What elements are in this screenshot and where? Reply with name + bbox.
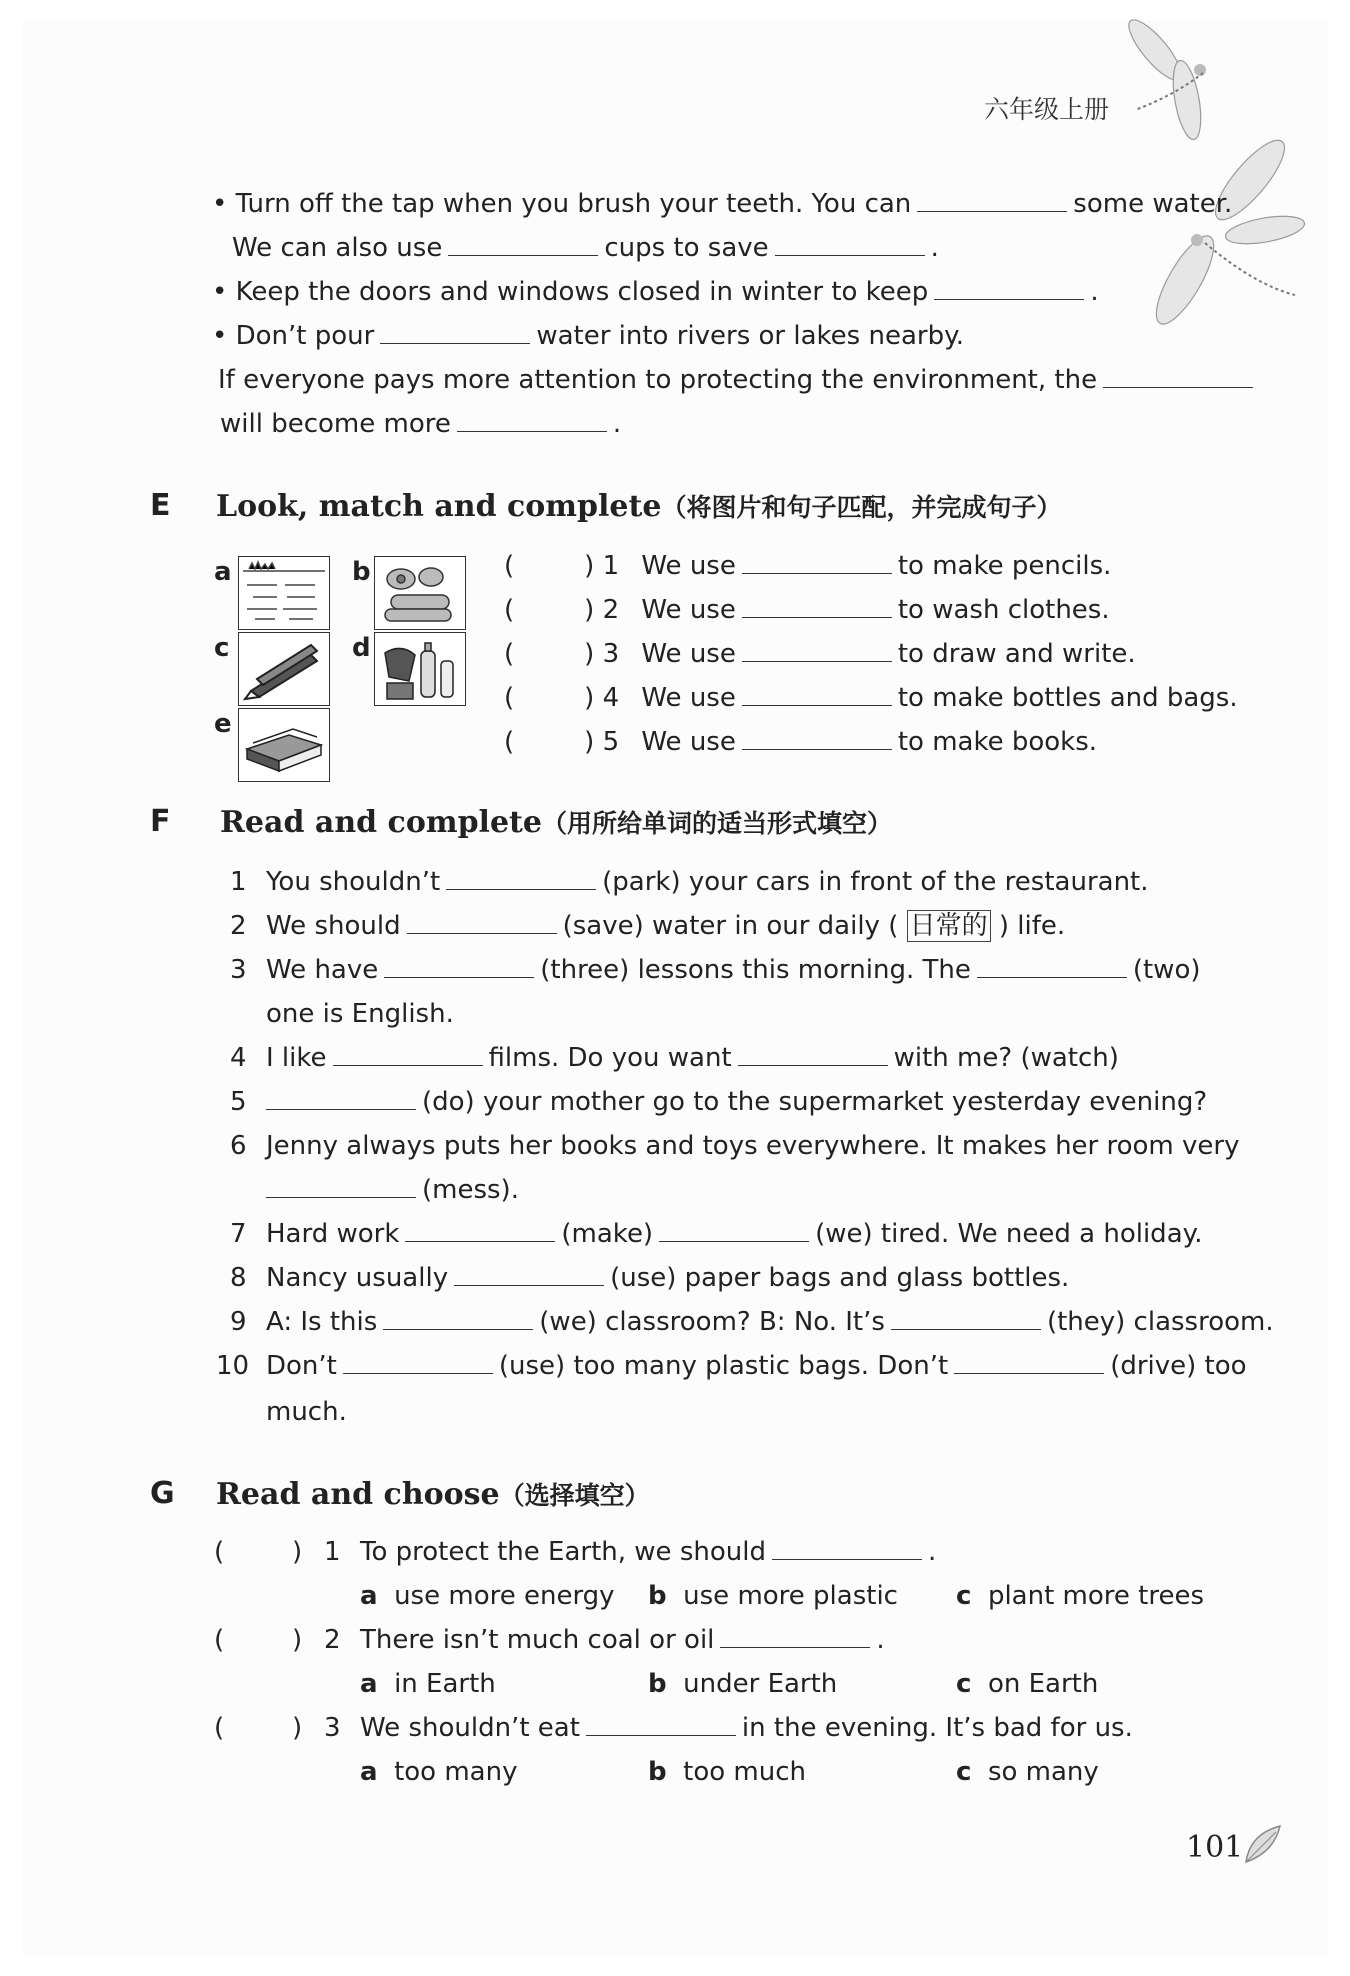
answer-box[interactable]	[240, 1624, 290, 1656]
option-b[interactable]	[648, 1668, 837, 1700]
paren-open: (	[214, 1537, 225, 1567]
answer-blank[interactable]	[917, 189, 1067, 212]
intro-text: water into rivers or lakes nearby.	[536, 321, 965, 351]
q-text: (drive) too	[1110, 1351, 1247, 1381]
answer-blank[interactable]	[407, 911, 557, 934]
section-title-cn: （将图片和句子匹配，并完成句子）	[661, 493, 1062, 522]
intro-line-5	[218, 364, 1259, 396]
question-number: 7	[230, 1219, 247, 1249]
answer-box[interactable]	[240, 1536, 290, 1568]
question-6-cont	[260, 1174, 519, 1206]
option-text: use more plastic	[683, 1581, 898, 1611]
question-6: Jenny always puts her books and toys everywhere. It makes her room very	[266, 1131, 1240, 1161]
q-text: (two)	[1132, 955, 1201, 985]
section-title: Read and complete	[220, 805, 542, 840]
question-stem	[360, 1712, 1133, 1744]
answer-blank[interactable]	[446, 867, 596, 890]
intro-line-2	[232, 232, 939, 264]
option-letter: c	[956, 1757, 972, 1787]
q-text: Nancy usually	[266, 1263, 449, 1293]
section-title-cn: （选择填空）	[499, 1481, 650, 1510]
question-number: 10	[216, 1351, 250, 1381]
option-a[interactable]	[360, 1756, 517, 1788]
answer-blank[interactable]	[384, 955, 534, 978]
answer-blank[interactable]	[954, 1351, 1104, 1374]
option-letter: c	[956, 1669, 972, 1699]
question-8	[266, 1262, 1069, 1294]
question-stem	[360, 1624, 885, 1656]
intro-line-3	[212, 276, 1099, 308]
answer-blank[interactable]	[383, 1307, 533, 1330]
paren-open: (	[504, 551, 515, 581]
match-item	[504, 726, 1097, 758]
q-text: with me? (watch)	[893, 1043, 1119, 1073]
q-text: (save) water in our daily (	[562, 911, 899, 941]
picture-label: e	[214, 709, 232, 739]
option-text: too much	[683, 1757, 807, 1787]
option-b[interactable]	[648, 1756, 806, 1788]
q-text: (use) paper bags and glass bottles.	[610, 1263, 1070, 1293]
match-item	[504, 550, 1111, 582]
q-text: (park) your cars in front of the restaurant.	[602, 867, 1149, 897]
answer-blank[interactable]	[891, 1307, 1041, 1330]
item-text: We use	[641, 639, 736, 669]
period: .	[1090, 277, 1099, 307]
option-text: too many	[394, 1757, 518, 1787]
bottles-bags-picture	[374, 632, 466, 706]
q-text: (make)	[561, 1219, 654, 1249]
question-number: 2	[324, 1625, 341, 1655]
option-b[interactable]	[648, 1580, 898, 1612]
question-number: 3	[324, 1713, 341, 1743]
option-c[interactable]	[956, 1756, 1099, 1788]
q-text: (use) too many plastic bags. Don’t	[498, 1351, 949, 1381]
intro-text: cups to save	[604, 233, 769, 263]
answer-blank[interactable]	[742, 551, 892, 574]
paren-open: (	[504, 639, 515, 669]
item-number: ) 4	[584, 683, 620, 713]
question-stem	[360, 1536, 936, 1568]
section-letter: E	[150, 488, 171, 523]
picture-label: c	[214, 633, 230, 663]
option-a[interactable]	[360, 1580, 615, 1612]
answer-blank[interactable]	[343, 1351, 493, 1374]
section-title: Read and choose	[216, 1477, 500, 1512]
section-title-cn: （用所给单词的适当形式填空）	[541, 809, 892, 838]
q-text: Hard work	[266, 1219, 400, 1249]
q-text: (three) lessons this morning. The	[540, 955, 971, 985]
item-number: ) 1	[584, 551, 620, 581]
option-text: use more energy	[394, 1581, 615, 1611]
question-3	[266, 954, 1201, 986]
q-text: I like	[266, 1043, 327, 1073]
intro-text: We can also use	[232, 233, 443, 263]
option-c[interactable]	[956, 1668, 1098, 1700]
answer-blank[interactable]	[380, 321, 530, 344]
answer-blank[interactable]	[738, 1043, 888, 1066]
answer-blank[interactable]	[934, 277, 1084, 300]
answer-blank[interactable]	[772, 1537, 922, 1560]
item-text: We use	[641, 683, 736, 713]
answer-blank[interactable]	[448, 233, 598, 256]
water-picture	[238, 556, 330, 630]
question-number: 5	[230, 1087, 247, 1117]
question-number: 1	[230, 867, 247, 897]
answer-blank[interactable]	[586, 1713, 736, 1736]
q-text: To protect the Earth, we should	[360, 1537, 766, 1567]
paren-open: (	[214, 1713, 225, 1743]
question-number: 2	[230, 911, 247, 941]
question-1	[266, 866, 1149, 898]
q-text: We should	[266, 911, 401, 941]
picture-label: b	[352, 557, 371, 587]
answer-blank[interactable]	[454, 1263, 604, 1286]
paren-open: (	[504, 683, 515, 713]
item-text: We use	[641, 551, 736, 581]
item-text: to wash clothes.	[897, 595, 1110, 625]
answer-blank[interactable]	[742, 727, 892, 750]
option-letter: b	[648, 1669, 667, 1699]
q-text: We shouldn’t eat	[360, 1713, 580, 1743]
picture-label: a	[214, 557, 232, 587]
section-heading	[220, 804, 892, 840]
option-text: on Earth	[987, 1669, 1099, 1699]
option-text: under Earth	[683, 1669, 838, 1699]
answer-blank[interactable]	[742, 683, 892, 706]
question-number: 4	[230, 1043, 247, 1073]
option-a[interactable]	[360, 1668, 496, 1700]
item-text: to make pencils.	[897, 551, 1112, 581]
item-number: ) 2	[584, 595, 620, 625]
question-2	[266, 910, 1065, 942]
item-text: to draw and write.	[897, 639, 1136, 669]
page-number: 101	[1186, 1830, 1244, 1865]
period: .	[612, 409, 622, 439]
q-text: (mess).	[422, 1175, 519, 1205]
item-text: We use	[641, 595, 736, 625]
match-item	[504, 594, 1110, 626]
option-letter: a	[360, 1757, 378, 1787]
answer-blank[interactable]	[266, 1087, 416, 1110]
item-number: ) 3	[584, 639, 620, 669]
item-text: to make bottles and bags.	[897, 683, 1238, 713]
question-5	[260, 1086, 1207, 1118]
intro-text: will become more	[220, 409, 451, 439]
intro-line-4	[212, 320, 964, 352]
question-number: 1	[324, 1537, 341, 1567]
q-text: A: Is this	[266, 1307, 378, 1337]
period: .	[930, 233, 939, 263]
answer-blank[interactable]	[1103, 365, 1253, 388]
answer-blank[interactable]	[720, 1625, 870, 1648]
pencils-picture	[238, 632, 330, 706]
wood-picture	[374, 556, 466, 630]
question-9	[266, 1306, 1274, 1338]
answer-blank[interactable]	[742, 639, 892, 662]
section-heading	[216, 1476, 650, 1512]
question-number: 6	[230, 1131, 247, 1161]
q-text: films. Do you want	[488, 1043, 732, 1073]
match-item	[504, 638, 1136, 670]
paren-close: )	[292, 1713, 303, 1743]
paren-open: (	[214, 1625, 225, 1655]
q-text: ) life.	[998, 911, 1066, 941]
picture-label: d	[352, 633, 371, 663]
answer-blank[interactable]	[775, 233, 925, 256]
intro-text: some water.	[1073, 189, 1233, 219]
section-heading	[216, 488, 1061, 524]
section-title: Look, match and complete	[216, 489, 662, 524]
match-item	[504, 682, 1238, 714]
option-letter: b	[648, 1757, 667, 1787]
q-text: (we) classroom? B: No. It’s	[539, 1307, 885, 1337]
item-text: We use	[641, 727, 736, 757]
option-letter: a	[360, 1581, 378, 1611]
intro-line-1	[212, 188, 1232, 220]
answer-blank[interactable]	[659, 1219, 809, 1242]
section-letter: G	[150, 1476, 175, 1511]
q-text: in the evening. It’s bad for us.	[741, 1713, 1133, 1743]
answer-blank[interactable]	[333, 1043, 483, 1066]
option-text: plant more trees	[987, 1581, 1205, 1611]
section-letter: F	[150, 804, 171, 839]
paren-close: )	[292, 1537, 303, 1567]
q-text: You shouldn’t	[266, 867, 441, 897]
question-10-cont: much.	[266, 1397, 347, 1427]
q-text: We have	[266, 955, 379, 985]
option-letter: a	[360, 1669, 378, 1699]
q-text: (do) your mother go to the supermarket yesterday evening?	[422, 1087, 1208, 1117]
intro-text: • Turn off the tap when you brush your teeth. You can	[212, 189, 912, 219]
period: .	[876, 1625, 885, 1655]
answer-box[interactable]	[240, 1712, 290, 1744]
q-text: There isn’t much coal or oil	[360, 1625, 715, 1655]
intro-text: • Keep the doors and windows closed in winter to keep	[212, 277, 929, 307]
question-number: 9	[230, 1307, 247, 1337]
question-3-cont: one is English.	[266, 999, 454, 1029]
item-text: to make books.	[897, 727, 1098, 757]
question-10	[266, 1350, 1247, 1382]
answer-blank[interactable]	[457, 409, 607, 432]
hint-word: 日常的	[907, 910, 991, 942]
paren-open: (	[504, 595, 515, 625]
option-letter: b	[648, 1581, 667, 1611]
answer-blank[interactable]	[405, 1219, 555, 1242]
answer-blank[interactable]	[266, 1175, 416, 1198]
option-text: so many	[987, 1757, 1099, 1787]
option-letter: c	[956, 1581, 972, 1611]
q-text: Don’t	[266, 1351, 337, 1381]
paren-close: )	[292, 1625, 303, 1655]
question-7	[266, 1218, 1203, 1250]
intro-line-6	[220, 408, 621, 440]
leaf-icon	[1240, 1822, 1286, 1868]
intro-text: If everyone pays more attention to protecting the environment, the	[218, 365, 1098, 395]
answer-blank[interactable]	[977, 955, 1127, 978]
question-4	[266, 1042, 1119, 1074]
intro-text: • Don’t pour	[212, 321, 375, 351]
books-picture	[238, 708, 330, 782]
option-c[interactable]	[956, 1580, 1204, 1612]
option-text: in Earth	[394, 1669, 496, 1699]
grade-header: 六年级上册	[984, 95, 1110, 124]
question-number: 8	[230, 1263, 247, 1293]
q-text: (they) classroom.	[1046, 1307, 1274, 1337]
paren-open: (	[504, 727, 515, 757]
answer-blank[interactable]	[742, 595, 892, 618]
dragonfly-icon	[1115, 15, 1315, 355]
q-text: (we) tired. We need a holiday.	[815, 1219, 1203, 1249]
item-number: ) 5	[584, 727, 620, 757]
question-number: 3	[230, 955, 247, 985]
period: .	[927, 1537, 937, 1567]
